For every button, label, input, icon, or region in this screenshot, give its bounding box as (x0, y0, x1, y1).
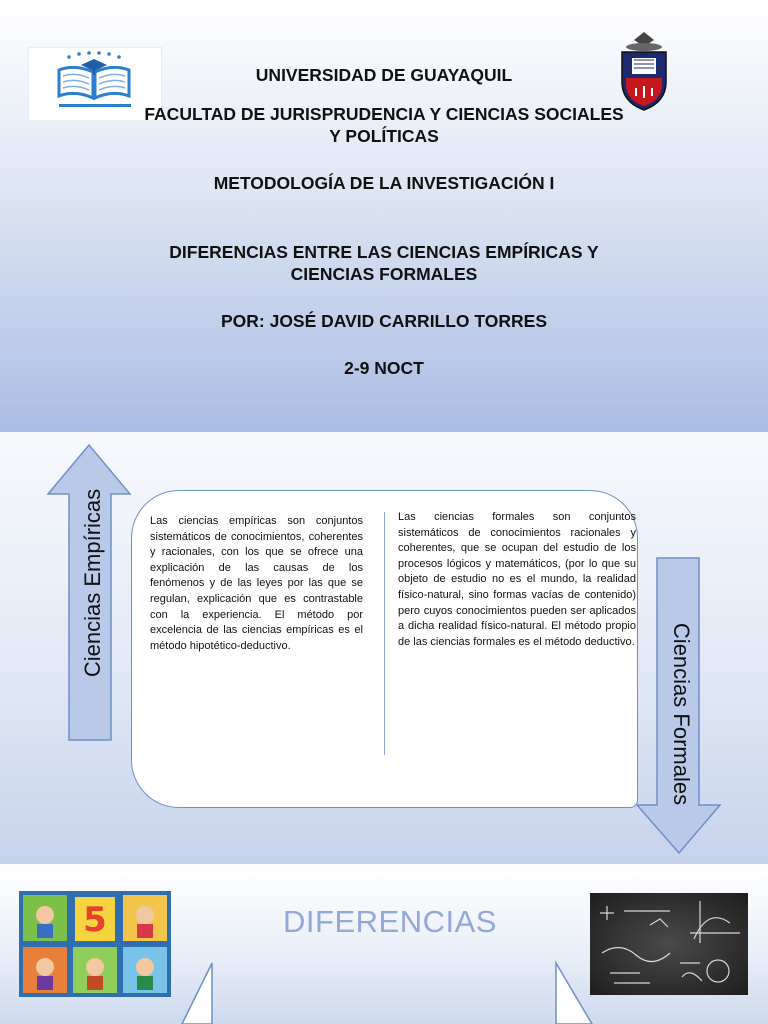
topic-heading-line2: CIENCIAS FORMALES (290, 264, 478, 284)
faculty-heading-line2: Y POLÍTICAS (329, 126, 439, 146)
column-divider (384, 512, 385, 755)
course-line: 2-9 NOCT (344, 358, 424, 378)
differences-title: DIFERENCIAS (283, 904, 497, 939)
university-heading: UNIVERSIDAD DE GUAYAQUIL (255, 65, 513, 85)
formal-sciences-text: Las ciencias formales son conjuntos sistemáticos de conocimientos racionales y coherentes, que se ocupan del estudio de los procesos lógicos y matemáticos, (por lo que su objeto de estudio no es el mundo, la realidad físico-natural, sino formas vacías de contenido) pero cuyos conocimientos pueden ser aplicados a dicha realidad físico-natural. El método propio de las ciencias formales es el método deductivo. (398, 511, 636, 648)
author-line: POR: JOSÉ DAVID CARRILLO TORRES (220, 311, 548, 331)
empirical-sciences-text: Las ciencias empíricas son conjuntos sistemáticos de conocimientos, coherentes y racionales, con los que se ofrece una explicación de las causas de los fenómenos y de las leyes por las que se regulan, explicación que es contrastable con la experiencia. El método por excelencia de las ciencias empíricas es el método hipotético-deductivo. (150, 515, 363, 652)
five-senses-image (19, 891, 171, 997)
chalkboard-image (590, 893, 748, 995)
chalkboard-math-icon (590, 893, 748, 995)
empirical-sciences-label: Ciencias Empíricas (80, 488, 105, 678)
faculty-heading-line1: FACULTAD DE JURISPRUDENCIA Y CIENCIAS SOCIALES (144, 104, 624, 124)
topic-heading-line1: DIFERENCIAS ENTRE LAS CIENCIAS EMPÍRICAS Y (169, 242, 599, 262)
five-senses-illustration-icon (19, 891, 171, 997)
formal-sciences-label: Ciencias Formales (669, 622, 694, 806)
svg-text:5: 5 (83, 900, 107, 940)
subject-heading: METODOLOGÍA DE LA INVESTIGACIÓN I (213, 173, 555, 193)
